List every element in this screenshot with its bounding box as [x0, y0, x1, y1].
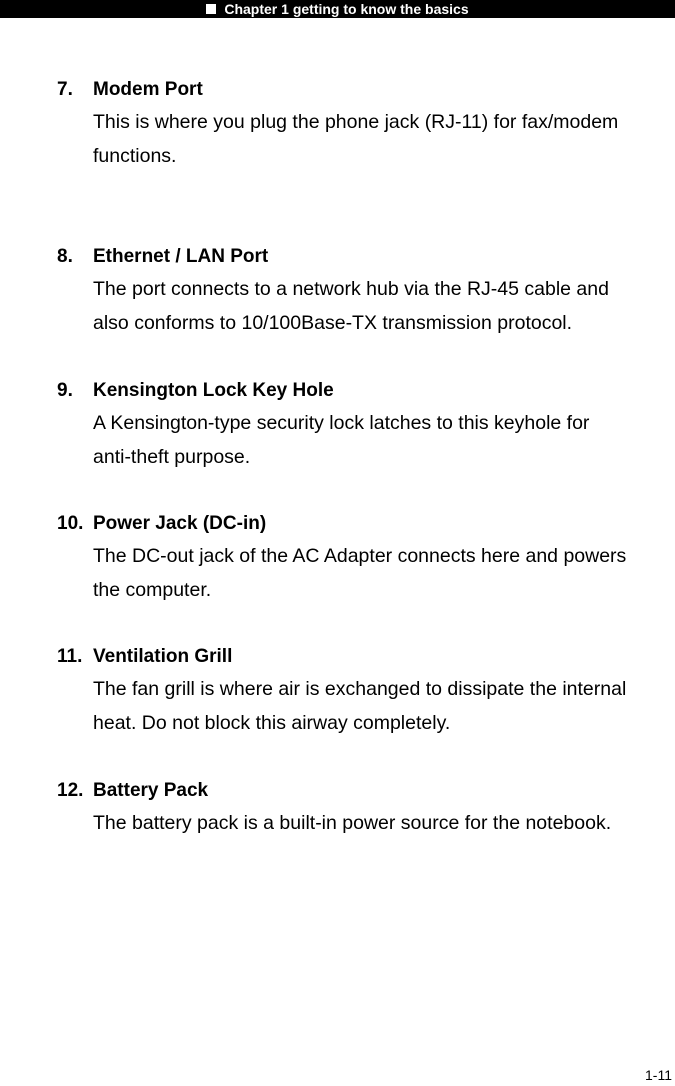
item-description [93, 406, 672, 474]
item-heading [57, 512, 672, 536]
item-title: Ethernet / LAN Port [93, 246, 269, 267]
description-line: A Kensington-type security lock latches to this keyhole for [93, 412, 590, 434]
description-line: The port connects to a network hub via the RJ-45 cable and [93, 278, 609, 300]
chapter-header-bar [0, 0, 675, 18]
item-heading [57, 78, 672, 102]
item-heading [57, 379, 672, 403]
square-bullet-icon [206, 4, 216, 14]
description-line: functions. [93, 145, 177, 167]
item-description [93, 672, 672, 740]
item-title: Power Jack (DC-in) [93, 513, 267, 534]
item-ethernet-lan-port [57, 245, 672, 340]
item-power-jack [57, 512, 672, 607]
description-line: the computer. [93, 579, 212, 601]
item-number: 12. [57, 780, 84, 801]
item-number: 7. [57, 79, 73, 100]
item-title: Ventilation Grill [93, 646, 233, 667]
item-title: Battery Pack [93, 780, 209, 801]
item-description [93, 806, 672, 840]
description-line: This is where you plug the phone jack (RJ-11) for fax/modem [93, 111, 619, 133]
description-line: The battery pack is a built-in power source for the notebook. [93, 812, 612, 834]
item-number: 8. [57, 246, 73, 267]
description-line: The DC-out jack of the AC Adapter connects here and powers [93, 545, 627, 567]
description-line: The fan grill is where air is exchanged to dissipate the internal [93, 678, 627, 700]
description-line: heat. Do not block this airway completely. [93, 712, 451, 734]
item-description [93, 105, 672, 173]
description-line: also conforms to 10/100Base-TX transmission protocol. [93, 312, 573, 334]
item-description [93, 539, 672, 607]
item-modem-port [57, 78, 672, 173]
item-heading [57, 245, 672, 269]
page-number: 1-11 [645, 1067, 672, 1083]
item-heading [57, 645, 672, 669]
item-ventilation-grill [57, 645, 672, 740]
item-kensington-lock [57, 379, 672, 474]
item-heading [57, 779, 672, 803]
item-title: Modem Port [93, 79, 203, 100]
item-battery-pack [57, 779, 672, 840]
description-line: anti-theft purpose. [93, 446, 251, 468]
item-number: 9. [57, 380, 73, 401]
item-description [93, 272, 672, 340]
chapter-title: Chapter 1 getting to know the basics [224, 1, 469, 17]
item-number: 10. [57, 513, 84, 534]
item-number: 11. [57, 646, 83, 667]
item-title: Kensington Lock Key Hole [93, 380, 334, 401]
